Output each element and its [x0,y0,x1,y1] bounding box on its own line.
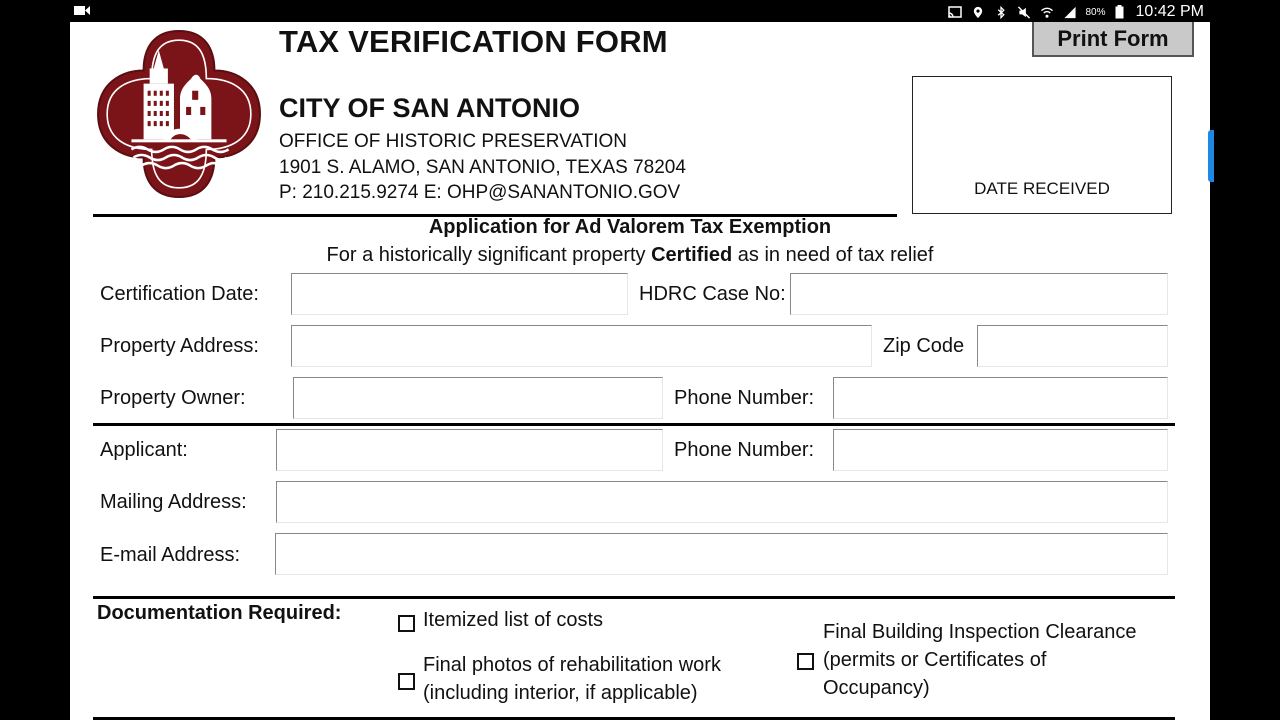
property-owner-field[interactable] [293,377,663,419]
video-icon [74,5,90,16]
owner-phone-field[interactable] [833,377,1168,419]
owner-section-divider [93,423,1175,426]
subheading-text: For a historically significant property [326,244,652,266]
inspection-clearance-line1: Final Building Inspection Clearance [823,621,1137,643]
date-received-box [912,76,1172,214]
zip-code-field[interactable] [977,325,1168,367]
mute-icon [1017,6,1031,19]
battery-percent: 80% [1085,6,1106,18]
applicant-field[interactable] [276,429,663,471]
property-owner-label: Property Owner: [100,387,246,409]
certification-date-field[interactable] [291,273,628,315]
email-address-field[interactable] [275,533,1168,575]
owner-phone-label: Phone Number: [674,387,815,409]
hdrc-case-no-label: HDRC Case No: [639,283,786,305]
hdrc-case-no-field[interactable] [790,273,1168,315]
final-photos-label-line2: (including interior, if applicable) [423,682,698,704]
mailing-address-field[interactable] [276,481,1168,523]
print-form-button[interactable]: Print Form [1032,22,1194,57]
status-bar [0,0,1280,22]
application-heading: Application for Ad Valorem Tax Exemption [428,216,832,238]
form-page [70,22,1210,720]
mailing-address-label: Mailing Address: [100,491,247,513]
itemized-costs-label: Itemized list of costs [423,609,604,631]
application-subheading [200,244,1060,267]
city-seal-logo [92,28,266,200]
side-panel-handle[interactable] [1208,130,1214,182]
bluetooth-icon [994,6,1008,19]
battery-icon [1115,5,1124,19]
final-photos-checkbox[interactable] [398,673,415,690]
applicant-phone-label: Phone Number: [674,439,815,461]
property-address-label: Property Address: [100,335,259,357]
date-received-label: DATE RECEIVED [974,179,1110,198]
subheading-text-end: as in need of tax relief [732,244,934,266]
property-address-field[interactable] [291,325,872,367]
documentation-divider [93,596,1175,599]
status-time: 10:42 PM [1135,3,1204,20]
office-address: 1901 S. ALAMO, SAN ANTONIO, TEXAS 78204 [279,157,686,178]
email-address-label: E-mail Address: [100,544,241,566]
location-icon [971,6,985,19]
inspection-clearance-line3: Occupancy) [823,677,930,699]
documentation-title: Documentation Required: [97,602,342,624]
office-name: OFFICE OF HISTORIC PRESERVATION [279,131,628,152]
itemized-costs-checkbox[interactable] [398,615,415,632]
zip-code-label: Zip Code [883,335,965,357]
applicant-phone-field[interactable] [833,429,1168,471]
wifi-icon [1040,6,1054,19]
office-contact: P: 210.215.9274 E: OHP@SANANTONIO.GOV [279,182,681,203]
certification-date-label: Certification Date: [100,283,259,305]
city-name: CITY OF SAN ANTONIO [279,93,581,123]
form-title: TAX VERIFICATION FORM [279,24,668,59]
inspection-clearance-checkbox[interactable] [797,653,814,670]
final-photos-label-line1: Final photos of rehabilitation work [423,654,721,676]
subheading-bold-text: Certified [651,244,733,266]
cast-icon [948,6,962,19]
applicant-label: Applicant: [100,439,188,461]
inspection-clearance-line2: (permits or Certificates of [823,649,1047,671]
signal-icon [1063,6,1077,19]
